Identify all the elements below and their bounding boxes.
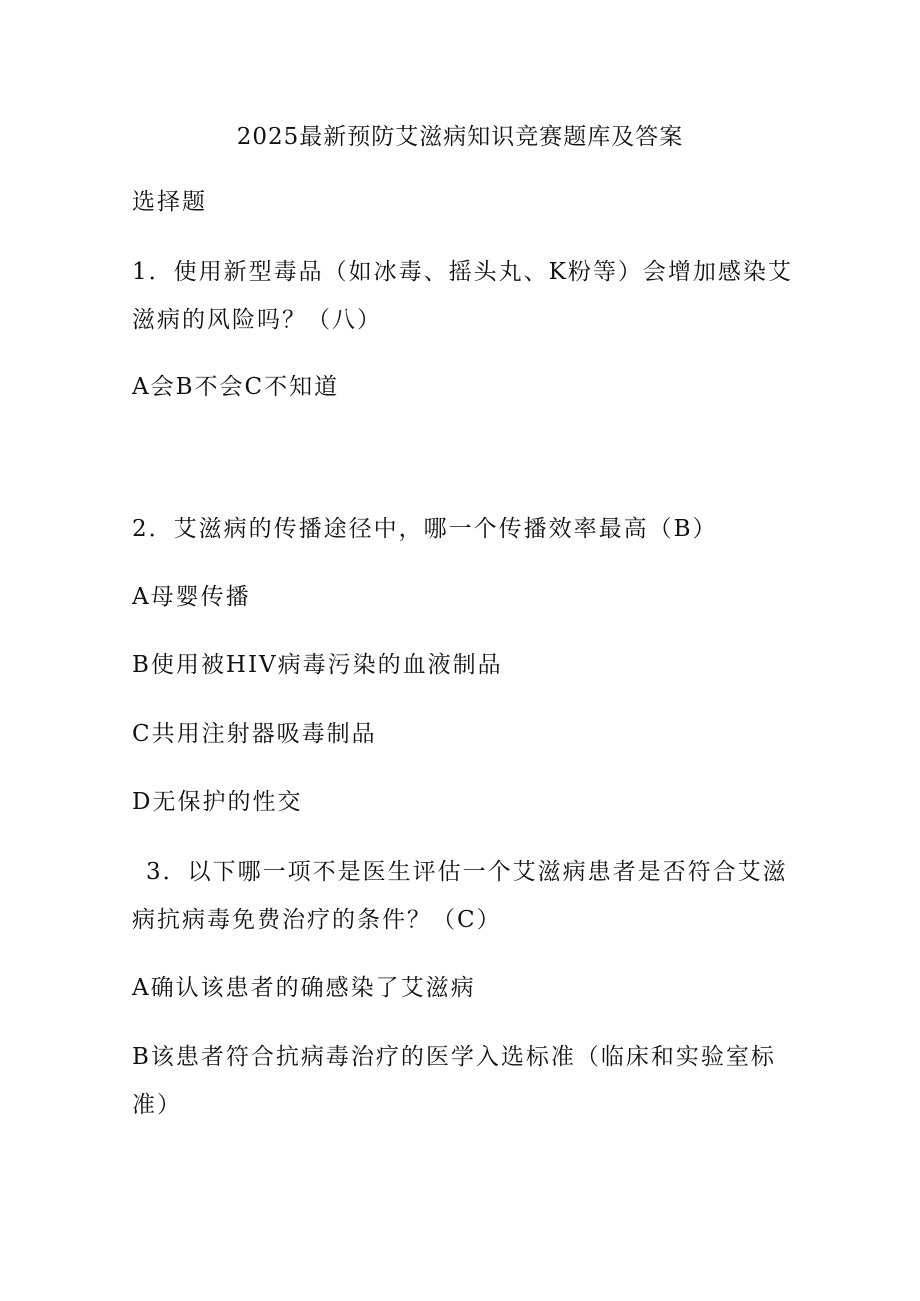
question-3-line-1: 3．以下哪一项不是医生评估一个艾滋病患者是否符合艾滋	[146, 859, 788, 885]
question-2-option-a: A母婴传播	[132, 584, 251, 610]
section-heading: 选择题	[132, 189, 207, 215]
question-2-option-b: B使用被HIV病毒污染的血液制品	[132, 652, 503, 678]
question-3-option-a: A确认该患者的确感染了艾滋病	[132, 975, 476, 1001]
question-2-line-1: 2．艾滋病的传播途径中，哪一个传播效率最高（B）	[132, 516, 718, 542]
document-title: 2025最新预防艾滋病知识竞赛题库及答案	[236, 124, 684, 150]
question-3-line-2: 病抗病毒免费治疗的条件？（C）	[132, 907, 502, 933]
question-1-line-1: 1．使用新型毒品（如冰毒、摇头丸、K粉等）会增加感染艾	[132, 259, 793, 285]
question-1-line-2: 滋病的风险吗？（八）	[132, 307, 382, 333]
question-2-option-c: C共用注射器吸毒制品	[132, 721, 377, 747]
question-3-option-b-line-2: 准）	[132, 1092, 182, 1118]
question-1-options: A会B不会C不知道	[132, 374, 340, 400]
question-3-option-b-line-1: B该患者符合抗病毒治疗的医学入选标准（临床和实验室标	[132, 1044, 776, 1070]
question-2-option-d: D无保护的性交	[132, 789, 303, 815]
